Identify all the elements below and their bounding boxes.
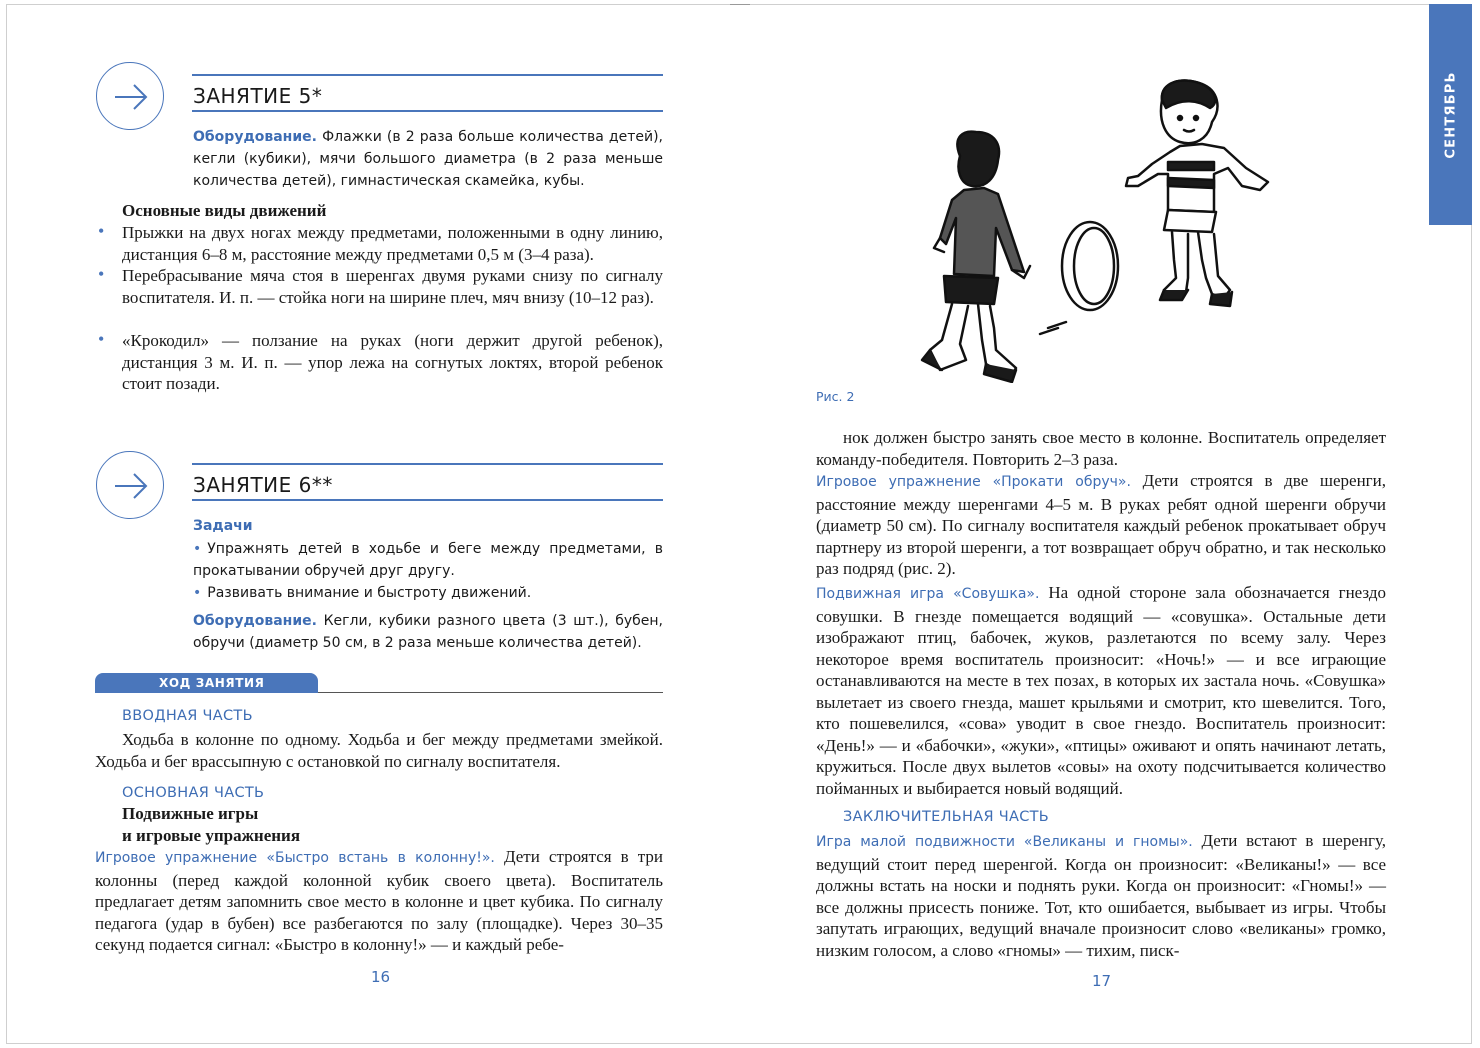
exercise-text: Дети строятся в три колонны (перед каждой колонной кубик своего цвета). Воспитатель предлагает детям запомнить свое место в колонне и цвет кубика. По сигналу педагога (удар в бубен) все разбегаются по залу (площадке). Через 30–35 секунд подается сигнал: «Быстро в колонну!» — и каждый ребе- [95,847,663,954]
lesson5-top-rule [192,74,663,76]
owl-game-paragraph [816,582,1386,799]
owl-game-text: На одной стороне зала обозначается гнездо совушки. В гнезде помещается водящий — «совушка». Остальные дети изображают птиц, бабочек, жуков, разлетаются по всему залу. Через некоторое время воспитатель произносит: «Ночь!» — и все играющие останавливаются на месте в тех позах, в которых их застала ночь. «Совушка» вылетает из своего гнезда, машет крыльями и смотрит, кто шевелится. Того, кто пошевелился, «сова» уводит в свое гнездо. Воспитатель произносит: «День!» — и «бабочки», «жуки», «птицы» оживают и опять начинают летать, кружиться. После двух вылетов «совы» на охоту подсчитывается количество пойманных и выбирается новый водящий. [816,583,1386,798]
arrow-right-icon [96,62,164,130]
lesson6-title: ЗАНЯТИЕ 6** [193,473,333,497]
lesson6-top-rule [192,463,663,465]
owl-game-label: Подвижная игра «Совушка». [816,586,1040,602]
movements-heading: Основные виды движений [122,201,327,220]
equipment-text: Кегли, кубики разного цвета (3 шт.), бубен, обручи (диаметр 50 см, в 2 раза меньше количества детей). [193,613,663,651]
roll-hoop-label: Игровое упражнение «Прокати обруч». [816,474,1131,490]
tasks-label: Задачи [193,518,253,534]
lesson6-bottom-rule [192,499,663,501]
exercise-paragraph [95,846,663,956]
roll-hoop-paragraph [816,470,1386,580]
lesson5-title: ЗАНЯТИЕ 5* [193,84,323,108]
equipment-text: Флажки (в 2 раза больше количества детей), кегли (кубики), мячи большого диаметра (в 2 раза меньше количества детей), гимнастическая скамейка, кубы. [193,129,663,189]
intro-title: ВВОДНАЯ ЧАСТЬ [122,708,253,724]
lesson5-bottom-rule [192,110,663,112]
arrow-right-icon [96,451,164,519]
equipment-label: Оборудование. [193,129,317,145]
equipment-label: Оборудование. [193,613,317,629]
task-item: • Развивать внимание и быстроту движений. [193,585,532,601]
movement-item: Перебрасывание мяча стоя в шеренгах двумя руками снизу по сигналу воспитателя. И. п. — стойка ноги на ширине плеч, мяч внизу (10–12 раз). [122,266,663,307]
month-side-tab: СЕНТЯБРЬ [1429,4,1472,225]
main-title: ОСНОВНАЯ ЧАСТЬ [122,785,265,801]
bullet-icon: • [98,264,105,284]
games-heading: Подвижные игры и игровые упражнения [122,804,301,845]
movement-item: «Крокодил» — ползание на руках (ноги держит другой ребенок), дистанция 3 м. И. п. — упор лежа на согнутых локтях, второй ребенок стоит позади. [122,331,663,393]
page-number-right: 17 [1092,972,1112,990]
giants-game-text: Дети встают в шеренгу, ведущий стоит перед шеренгой. Когда он произносит: «Великаны!» — все должны встать на носки и поднять руки. Когда он произносит: «Гномы!» — все должны присесть пониже. Тот, кто ошибается, выбывает из игры. Чтобы запутать играющих, ведущий вначале произносит слово «великаны» громко, низким голосом, а слово «гномы» — тихим, писк- [816,831,1386,960]
intro-text: Ходьба в колонне по одному. Ходьба и бег между предметами змейкой. Ходьба и бег врассыпную с остановкой по сигналу воспитателя. [95,730,663,771]
giants-game-paragraph [816,830,1386,961]
bullet-icon: • [98,221,105,241]
lesson5-equipment [193,126,663,192]
lesson6-equipment [193,610,663,654]
course-rule [318,692,663,693]
task-item: • Упражнять детей в ходьбе и беге между предметами, в прокатывании обручей друг другу. [193,541,663,579]
bullet-icon: • [193,541,202,557]
boys-with-hoop-illustration [912,78,1292,383]
roll-hoop-text: Дети строятся в две шеренги, расстояние между шеренгами 4–5 м. В руках ребят одной шеренги обручи (диаметр 50 см). По сигналу воспитателя каждый ребенок прокатывает обруч партнеру из второй шеренги, а тот возвращает обруч обратно, и так несколько раз подряд (рис. 2). [816,471,1386,578]
final-title: ЗАКЛЮЧИТЕЛЬНАЯ ЧАСТЬ [843,809,1050,825]
giants-game-label: Игра малой подвижности «Великаны и гномы». [816,834,1193,850]
exercise-label: Игровое упражнение «Быстро встань в колонну!». [95,850,495,866]
page-number-left: 16 [371,968,391,986]
bullet-icon: • [98,329,105,349]
gutter-mark [730,4,750,5]
movement-item: Прыжки на двух ногах между предметами, положенными в одну линию, дистанция 6–8 м, расстояние между предметами 0,5 м (3–4 раза). [122,223,663,264]
bullet-icon: • [193,585,202,601]
continued-text: нок должен быстро занять свое место в колонне. Воспитатель определяет команду-победителя. Повторить 2–3 раза. [816,428,1386,469]
course-tab: ХОД ЗАНЯТИЯ [95,673,318,693]
figure-caption: Рис. 2 [816,389,855,404]
